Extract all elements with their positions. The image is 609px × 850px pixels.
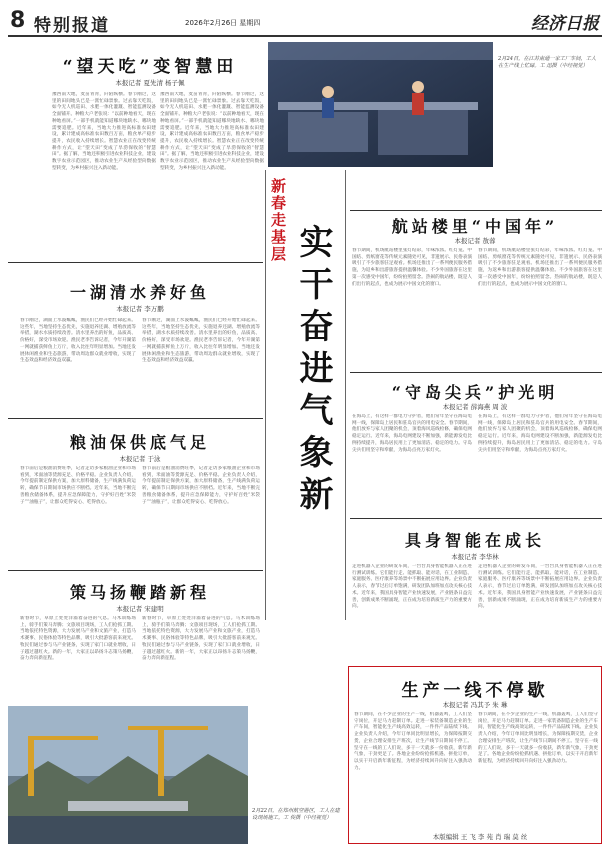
page-number: 8 bbox=[10, 8, 26, 33]
kicker: 新春走基层 bbox=[269, 178, 287, 263]
article-byline: 本报记者 冯其予 朱 琳 bbox=[442, 701, 508, 709]
article-body: 春节刚过，湖面上水波粼粼，渔民们已经开始忙碌起来。这些年，当地坚持生态优先，实施退养还湖、增殖放流等举措，湖水水质持续改善。清水里养出的好鱼，品质高、价格好，深受市场欢迎。渔民老李告诉记者，今年开湖第一网就捕获鲜鱼上万斤，收入比往年明显增加。当地还发展休闲渔业和生态旅游，带动周边群众就业增收，实现了生态效益和经济效益双赢。 bbox=[20, 318, 136, 364]
article-title: 航站楼里“中国年” bbox=[391, 217, 559, 236]
article-title: 粮油保供底气足 bbox=[69, 433, 210, 452]
section-rule bbox=[8, 262, 263, 263]
article-title: 生产一线不停歇 bbox=[401, 681, 549, 701]
section-rule bbox=[8, 570, 263, 571]
article-title: 策马扬鞭踏新程 bbox=[69, 583, 210, 602]
header-rule bbox=[8, 35, 602, 37]
article-byline: 本报记者 于泳 bbox=[119, 455, 161, 463]
article-body: 走进机器人企业的研发车间，一台台具身智能机器人正在进行测试训练。它们能行走、能抓取、能对话，在工业制造、家庭服务、医疗康养等场景中不断拓展应用边界。企业负责人表示，春节过后订单饱满，研发团队加班加点攻关核心技术。近年来，我国具身智能产业快速发展，产业链条日益完善，创新成果不断涌现，正在成为培育新质生产力的重要方向。 bbox=[478, 564, 602, 610]
article-body: 在海岛上，有这样一群电力守护者，他们常年坚守在海岛电网一线，保障岛上居民和驻岛官兵的用电安全。春节期间，他们放弃与家人团聚的机会，顶着海风巡线检修，确保电网稳定运行。近年来，海岛电网建设不断加强，新能源发电比例持续提升，海岛居民用上了更加清洁、稳定的电力。守岛尖兵们用坚守和奉献，为海岛点亮万家灯火。 bbox=[478, 414, 602, 453]
article-byline: 本报记者 宋建明 bbox=[116, 605, 164, 613]
column-divider bbox=[345, 170, 346, 620]
article-title: 具身智能在成长 bbox=[404, 531, 545, 550]
construction-photo bbox=[8, 706, 248, 844]
section-name: 特别报道 bbox=[34, 16, 110, 36]
main-headline: 实干奋进气象新 bbox=[293, 224, 333, 518]
article-body: 豫西南大地，麦苗青青，阡陌纵横。春节刚过，这里的田间地头已是一派忙碌景象。过去靠天吃饭，如今无人机巡田、水肥一体化灌溉、智能监测设备全面铺开。种粮大户老张说：“以前种地看天，现在种地看屏。”一部手机就能知道哪块地缺水、哪块地需要追肥。近年来，当地大力推进高标准农田建设，累计建成高标准农田数百万亩，粮食单产稳步提升，农民收入持续增长。智慧农业正在改变传统耕作方式，让“望天田”变成了旱涝保收的“智慧田”。据了解，当地还积极引进农业科技企业，建设数字农业示范园区，推动农业生产从经验型向数据型转变，为乡村振兴注入新动能。 bbox=[160, 92, 264, 171]
article-body: 新春时节，草原上处处洋溢着奋进的气息。马术训练场上，骑手们策马奔腾；文旅项目现场，工人们抢抓工期。当地依托特色资源，大力发展马产业和文旅产业，打造马术赛事、民俗体验等特色品牌，吸引大批游客前来观光。牧民们通过参与马产业链条，实现了家门口就业增收，日子越过越红火。新的一年，大家正以昂扬斗志策马扬鞭，奋力奔向新征程。 bbox=[20, 616, 136, 662]
article-body: 在海岛上，有这样一群电力守护者，他们常年坚守在海岛电网一线，保障岛上居民和驻岛官兵的用电安全。春节期间，他们放弃与家人团聚的机会，顶着海风巡线检修，确保电网稳定运行。近年来，海岛电网建设不断加强，新能源发电比例持续提升，海岛居民用上了更加清洁、稳定的电力。守岛尖兵们用坚守和奉献，为海岛点亮万家灯火。 bbox=[352, 414, 472, 453]
article-body: 春节前后是粮油消费旺季，记者走访多家粮油企业和市场看到，米面油等货源充足、价格平稳。企业负责人介绍，今年提前制定保供方案，加大原料储备，生产线满负荷运转，确保节日期间市场供应不断档。近年来，当地不断完善粮食储备体系，提升应急保障能力，守护好百姓“米袋子”“油瓶子”，让群众吃得安心、吃得放心。 bbox=[20, 466, 136, 505]
article-body: 豫西南大地，麦苗青青，阡陌纵横。春节刚过，这里的田间地头已是一派忙碌景象。过去靠天吃饭，如今无人机巡田、水肥一体化灌溉、智能监测设备全面铺开。种粮大户老张说：“以前种地看天，现在种地看屏。”一部手机就能知道哪块地缺水、哪块地需要追肥。近年来，当地大力推进高标准农田建设，累计建成高标准农田数百万亩，粮食单产稳步提升，农民收入持续增长。智慧农业正在改变传统耕作方式，让“望天田”变成了旱涝保收的“智慧田”。据了解，当地还积极引进农业科技企业，建设数字农业示范园区，推动农业生产从经验型向数据型转变，为乡村振兴注入新动能。 bbox=[52, 92, 156, 171]
section-rule bbox=[350, 372, 602, 373]
article-body: 春节前后是粮油消费旺季，记者走访多家粮油企业和市场看到，米面油等货源充足、价格平稳。企业负责人介绍，今年提前制定保供方案，加大原料储备，生产线满负荷运转，确保节日期间市场供应不断档。近年来，当地不断完善粮食储备体系，提升应急保障能力，守护好百姓“米袋子”“油瓶子”，让群众吃得安心、吃得放心。 bbox=[142, 466, 260, 505]
article-body: 春节期间，在不少企业的生产一线，机器轰鸣，工人们坚守岗位，开足马力赶制订单。走进一家装备制造企业的生产车间，智能化生产线高效运转，一件件产品陆续下线。企业负责人介绍，今年订单同比明显增长，为保障按期交货，企业合理安排生产班次，让生产线节日期间不停工。坚守在一线的工人们说，多干一天就多一份收获，新年新气象，干劲更足了。各地企业纷纷抢抓机遇、拼抢订单，以实干开启新年新征程，为经济持续回升向好注入强劲动力。 bbox=[478, 712, 598, 764]
photo-caption: 2月24日，在江苏南通一家工厂车间，工人在生产线上忙碌。工 迅摄（中经视觉） bbox=[498, 56, 597, 69]
editors-credit: 本版编辑 王 飞 李 苑 肖 瑞 莫 丝 bbox=[432, 833, 528, 841]
article-byline: 本报记者 李万鹏 bbox=[116, 305, 164, 313]
newspaper-name: 经济日报 bbox=[531, 14, 599, 34]
factory-photo bbox=[268, 42, 493, 167]
article-byline: 本报记者 薛海燕 周 波 bbox=[442, 403, 508, 411]
column-divider bbox=[265, 170, 266, 620]
article-body: 春节刚过，湖面上水波粼粼，渔民们已经开始忙碌起来。这些年，当地坚持生态优先，实施退养还湖、增殖放流等举措，湖水水质持续改善。清水里养出的好鱼，品质高、价格好，深受市场欢迎。渔民老李告诉记者，今年开湖第一网就捕获鲜鱼上万斤，收入比往年明显增加。当地还发展休闲渔业和生态旅游，带动周边群众就业增收，实现了生态效益和经济效益双赢。 bbox=[142, 318, 260, 364]
article-body: 春节期间，机场航站楼里张灯结彩，年味浓浓。红灯笼、中国结、剪纸窗花等传统元素随处可见，非遗展示、民俗表演吸引了不少旅客驻足观看。机场还推出了一系列便民服务措施，为返乡和出游旅客提供温馨体验。不少外国旅客在这里第一次感受中国年，纷纷拍照留念。热闹的航站楼，既是人们出行的起点，也成为展示中国文化的窗口。 bbox=[352, 248, 472, 287]
article-byline: 本报记者 敖蓉 bbox=[454, 237, 496, 245]
section-rule bbox=[350, 518, 602, 519]
article-title: 一湖清水养好鱼 bbox=[69, 283, 210, 302]
article-body: 走进机器人企业的研发车间，一台台具身智能机器人正在进行测试训练。它们能行走、能抓取、能对话，在工业制造、家庭服务、医疗康养等场景中不断拓展应用边界。企业负责人表示，春节过后订单饱满，研发团队加班加点攻关核心技术。近年来，我国具身智能产业快速发展，产业链条日益完善，创新成果不断涌现，正在成为培育新质生产力的重要方向。 bbox=[352, 564, 472, 610]
photo-caption: 2月22日，在郑州航空港区，工人在建设现场施工。工 俊摄（中经视觉） bbox=[252, 808, 340, 821]
section-rule bbox=[8, 418, 263, 419]
article-body: 春节期间，在不少企业的生产一线，机器轰鸣，工人们坚守岗位，开足马力赶制订单。走进一家装备制造企业的生产车间，智能化生产线高效运转，一件件产品陆续下线。企业负责人介绍，今年订单同比明显增长，为保障按期交货，企业合理安排生产班次，让生产线节日期间不停工。坚守在一线的工人们说，多干一天就多一份收获，新年新气象，干劲更足了。各地企业纷纷抢抓机遇、拼抢订单，以实干开启新年新征程，为经济持续回升向好注入强劲动力。 bbox=[354, 712, 472, 771]
article-title: “守岛尖兵”护光明 bbox=[391, 383, 559, 402]
article-body: 新春时节，草原上处处洋溢着奋进的气息。马术训练场上，骑手们策马奔腾；文旅项目现场，工人们抢抓工期。当地依托特色资源，大力发展马产业和文旅产业，打造马术赛事、民俗体验等特色品牌，吸引大批游客前来观光。牧民们通过参与马产业链条，实现了家门口就业增收，日子越过越红火。新的一年，大家正以昂扬斗志策马扬鞭，奋力奔向新征程。 bbox=[142, 616, 260, 662]
issue-date: 2026年2月26日 星期四 bbox=[185, 19, 261, 27]
article-byline: 本报记者 李华林 bbox=[451, 553, 499, 561]
article-title: “望天吃”变智慧田 bbox=[62, 57, 238, 77]
article-byline: 本报记者 夏先清 杨子佩 bbox=[115, 79, 185, 87]
article-body: 春节期间，机场航站楼里张灯结彩，年味浓浓。红灯笼、中国结、剪纸窗花等传统元素随处可见，非遗展示、民俗表演吸引了不少旅客驻足观看。机场还推出了一系列便民服务措施，为返乡和出游旅客提供温馨体验。不少外国旅客在这里第一次感受中国年，纷纷拍照留念。热闹的航站楼，既是人们出行的起点，也成为展示中国文化的窗口。 bbox=[478, 248, 602, 287]
section-rule bbox=[350, 210, 602, 211]
